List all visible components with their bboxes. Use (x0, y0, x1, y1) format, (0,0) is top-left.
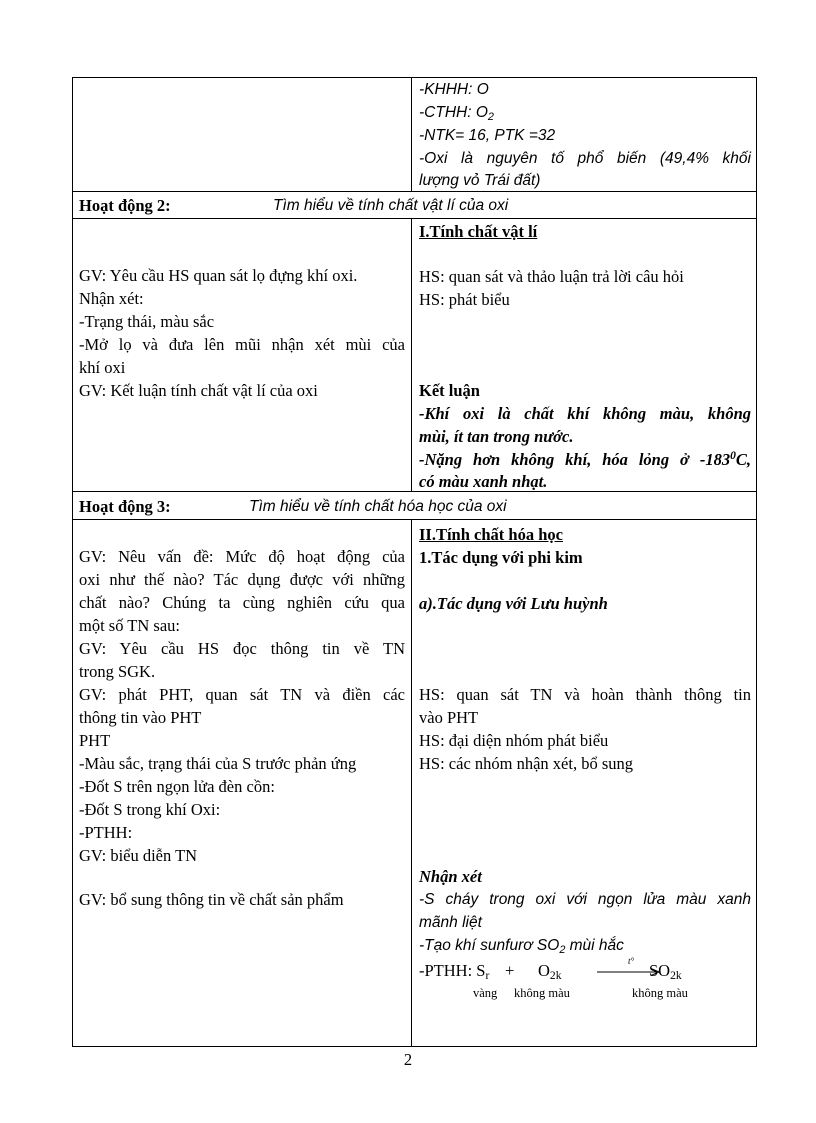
khhh-line: -KHHH: O (419, 81, 489, 98)
lesson-table (72, 77, 757, 1047)
teacher-line: GV: Yêu cầu HS quan sát lọ đựng khí oxi. (79, 266, 358, 285)
activity2-label: Hoạt động 2: (79, 196, 171, 215)
activity3-label: Hoạt động 3: (79, 497, 171, 516)
remark-line: -Tạo khí sunfurơ $SO_2$ mùi hắc (419, 937, 624, 956)
student-line: HS: các nhóm nhận xét, bổ sung (419, 754, 634, 773)
teacher-line: trong SGK. (79, 662, 156, 681)
conclusion-line: -Nặng hơn không khí, hóa lỏng ở $-183^0C$, (419, 450, 751, 469)
teacher-line: -Mở lọ và đưa lên mũi nhận xét mùi của (79, 335, 405, 354)
student-line: HS: quan sát TN và hoàn thành thông tin (419, 685, 751, 704)
section-heading-chemical: II.Tính chất hóa học (419, 525, 563, 544)
section-heading-physical: I.Tính chất vật lí (419, 222, 538, 241)
teacher-line: GV: bổ sung thông tin về chất sản phẩm (79, 890, 344, 909)
equation-plus: + (505, 961, 515, 980)
cthh-line: -CTHH: $O_2$ (419, 104, 494, 123)
teacher-line: -Đốt S trong khí Oxi: (79, 800, 221, 819)
equation-product-so2: $SO_{2k}$ (649, 961, 682, 982)
activity3-title: Tìm hiểu về tính chất hóa học của oxi (249, 498, 507, 515)
teacher-line: -PTHH: (79, 823, 133, 842)
student-line: vào PHT (419, 708, 479, 727)
conclusion-line: mùi, ít tan trong nước. (419, 427, 574, 446)
teacher-line: chất nào? Chúng ta cùng nghiên cứu qua (79, 593, 405, 612)
teacher-line: GV: Yêu cầu HS đọc thông tin về TN (79, 639, 405, 658)
conclusion-line: -Khí oxi là chất khí không màu, không (419, 404, 751, 423)
sub-heading-nonmetal: 1.Tác dụng với phi kim (419, 548, 583, 567)
teacher-line: một số TN sau: (79, 616, 180, 635)
teacher-line: thông tin vào PHT (79, 708, 202, 727)
activity2-title: Tìm hiểu về tính chất vật lí của oxi (273, 197, 509, 214)
ntk-line: -NTK= 16, PTK =32 (419, 127, 556, 144)
label-oxygen-color: không màu (514, 986, 570, 1000)
remark-line: mãnh liệt (419, 914, 482, 931)
column-divider (411, 519, 412, 1047)
student-line: HS: đại diện nhóm phát biểu (419, 731, 609, 750)
label-so2-color: không màu (632, 986, 688, 1000)
conclusion-heading: Kết luận (419, 381, 480, 400)
equation-reactant-o2: $O_{2k}$ (538, 961, 562, 982)
student-line: HS: quan sát và thảo luận trả lời câu hỏi (419, 267, 684, 286)
row-divider (73, 519, 756, 520)
abundance-line-1: -Oxi là nguyên tố phổ biến (49,4% khối (419, 150, 751, 167)
teacher-line: -Trạng thái, màu sắc (79, 312, 215, 331)
student-line: HS: phát biểu (419, 290, 510, 309)
column-divider (411, 218, 412, 491)
page-number: 2 (403, 1050, 413, 1069)
reaction-condition: t° (627, 956, 635, 966)
row-divider (73, 218, 756, 219)
equation-reactant-s: -PTHH: $S_r$ (419, 961, 490, 982)
teacher-line: oxi như thế nào? Tác dụng được với những (79, 570, 405, 589)
teacher-line: GV: Nêu vấn đề: Mức độ hoạt động của (79, 547, 405, 566)
teacher-line: GV: Kết luận tính chất vật lí của oxi (79, 381, 318, 400)
sub-heading-sulfur: a).Tác dụng với Lưu huỳnh (419, 594, 608, 613)
remark-line: -S cháy trong oxi với ngọn lửa màu xanh (419, 891, 751, 908)
teacher-line: Nhận xét: (79, 289, 144, 308)
teacher-line: GV: biểu diễn TN (79, 846, 198, 865)
teacher-line: -Màu sắc, trạng thái của S trước phản ứng (79, 754, 357, 773)
column-divider (411, 78, 412, 191)
conclusion-line: có màu xanh nhạt. (419, 472, 548, 491)
teacher-line: GV: phát PHT, quan sát TN và điền các (79, 685, 405, 704)
teacher-line: -Đốt S trên ngọn lửa đèn cồn: (79, 777, 275, 796)
remark-heading: Nhận xét (419, 867, 482, 886)
label-sulfur-color: vàng (473, 986, 498, 1000)
teacher-line: khí oxi (79, 358, 126, 377)
teacher-line: PHT (79, 731, 111, 750)
abundance-line-2: lượng vỏ Trái đất) (419, 172, 541, 189)
